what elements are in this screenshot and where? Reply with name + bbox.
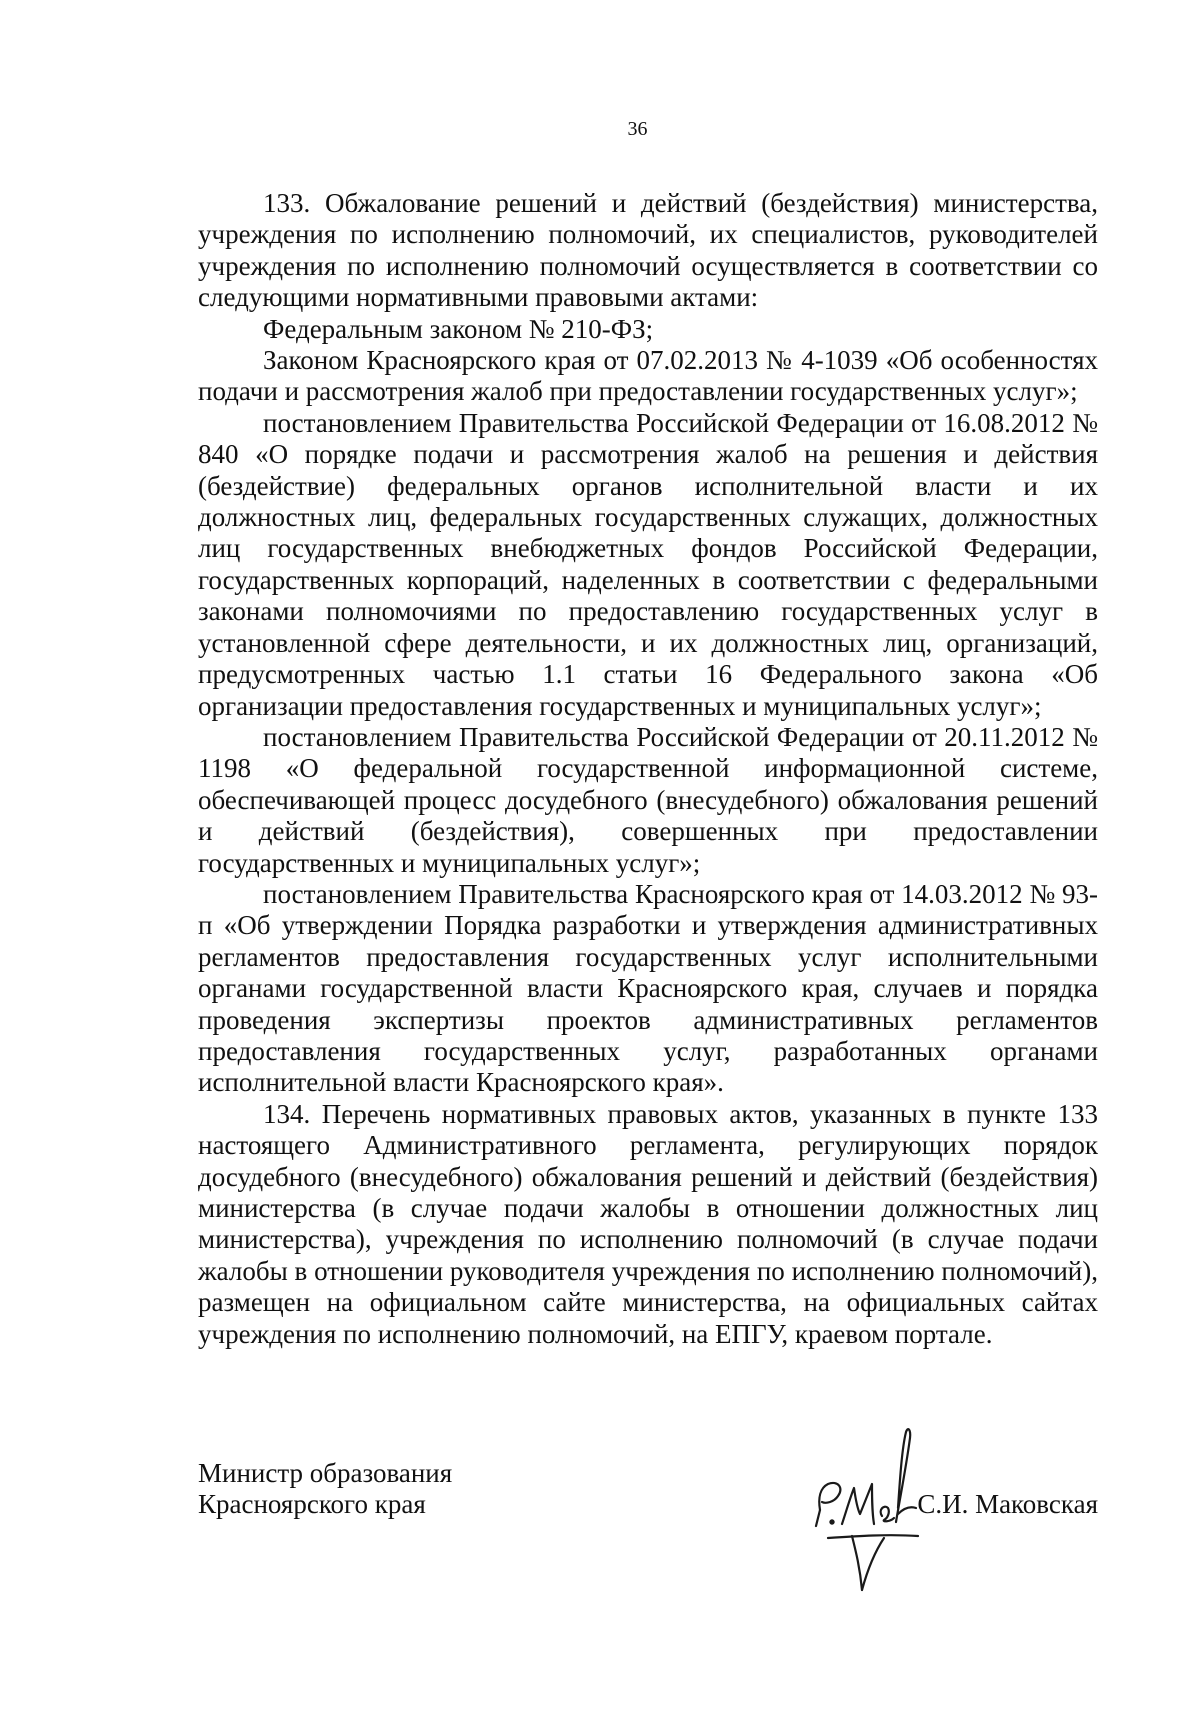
paragraph-134: 134. Перечень нормативных правовых актов, указанных в пункте 133 настоящего Административного регламента, регулирующих порядок досудебного (внесудебного) обжалования решений и действий (бездействия) министерства (в случае подачи жалобы в отношении должностных лиц министерства), учреждения по исполнению полномочий (в случае подачи жалобы в отношении руководителя учреждения по исполнению полномочий), размещен на официальном сайте министерства, на официальных сайтах учреждения по исполнению полномочий, на ЕПГУ, краевом портале. xyxy=(198,1098,1098,1349)
page-number: 36 xyxy=(627,118,648,140)
signature-block xyxy=(198,1458,1098,1618)
paragraph-resolution-1198: постановлением Правительства Российской Федерации от 20.11.2012 № 1198 «О федеральной государственной информационной системе, обеспечивающей процесс досудебного (внесудебного) обжалования решений и действий (бездействия), совершенных при предоставлении государственных и муниципальных услуг»; xyxy=(198,721,1098,878)
paragraph-federal-law: Федеральным законом № 210-ФЗ; xyxy=(263,313,654,344)
position-line-2: Красноярского края xyxy=(198,1489,426,1520)
paragraph-133: 133. Обжалование решений и действий (бездействия) министерства, учреждения по исполнению полномочий, их специалистов, руководителей учреждения по исполнению полномочий осуществляется в соответствии со следующими нормативными правовыми актами: xyxy=(198,188,1098,313)
document-body xyxy=(198,188,1098,1350)
paragraph-regional-law: Законом Красноярского края от 07.02.2013 № 4-1039 «Об особенностях подачи и рассмотрения жалоб при предоставлении государственных услуг»; xyxy=(198,345,1098,407)
position-line-1: Министр образования xyxy=(198,1458,453,1488)
signatory-name: С.И. Маковская xyxy=(917,1489,1098,1519)
paragraph-resolution-840: постановлением Правительства Российской Федерации от 16.08.2012 № 840 «О порядке подачи и рассмотрения жалоб на решения и действия (бездействие) федеральных органов исполнительной власти и их должностных лиц, федеральных государственных служащих, должностных лиц государственных внебюджетных фондов Российской Федерации, государственных корпораций, наделенных в соответствии с федеральными законами полномочиями по предоставлению государственных услуг в установленной сфере деятельности, и их должностных лиц, организаций, предусмотренных частью 1.1 статьи 16 Федерального закона «Об организации предоставления государственных и муниципальных услуг»; xyxy=(198,407,1098,721)
signatory-position xyxy=(198,1458,452,1521)
paragraph-resolution-93p: постановлением Правительства Красноярского края от 14.03.2012 № 93-п «Об утверждении Порядка разработки и утверждения административных регламентов предоставления государственных услуг исполнительными органами государственной власти Красноярского края, случаев и порядка проведения экспертизы проектов административных регламентов предоставления государственных услуг, разработанных органами исполнительной власти Красноярского края». xyxy=(198,878,1098,1098)
